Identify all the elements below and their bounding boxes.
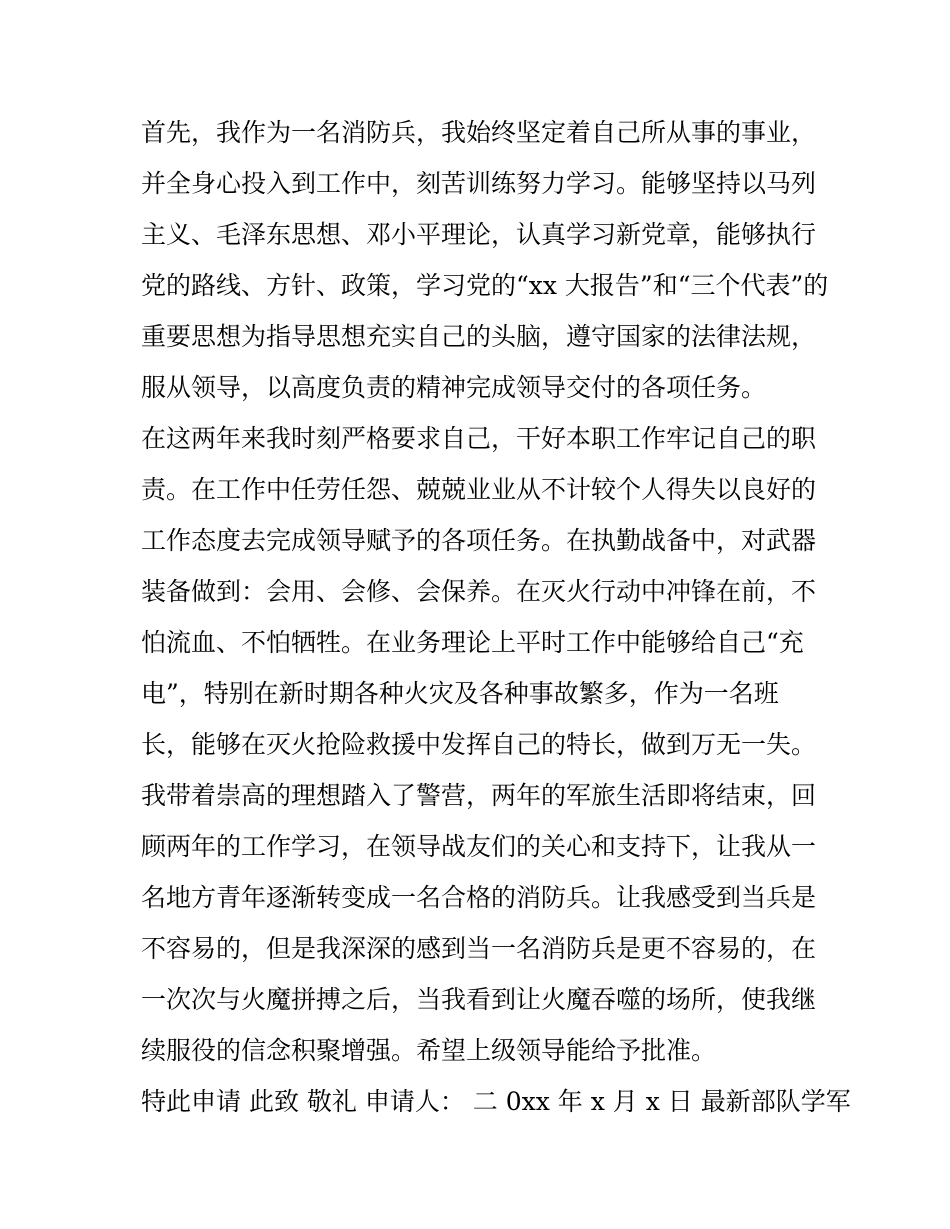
text-line: 并全身心投入到工作中，刻苦训练努力学习。能够坚持以马列	[141, 169, 817, 198]
text-line: 一次次与火魔拼搏之后，当我看到让火魔吞噬的场所，使我继	[141, 985, 817, 1014]
text-line: 电”，特别在新时期各种火灾及各种事故繁多，作为一名班	[141, 679, 779, 708]
text-line: 责。在工作中任劳任怨、兢兢业业从不计较个人得失以良好的	[141, 475, 817, 504]
text-line: 主义、毛泽东思想、邓小平理论，认真学习新党章，能够执行	[141, 220, 817, 249]
text-line: 党的路线、方针、政策，学习党的“xx 大报告”和“三个代表”的	[141, 271, 829, 300]
text-line: 名地方青年逐渐转变成一名合格的消防兵。让我感受到当兵是	[141, 883, 817, 912]
text-line: 服从领导，以高度负责的精神完成领导交付的各项任务。	[141, 373, 767, 402]
text-line: 装备做到：会用、会修、会保养。在灭火行动中冲锋在前，不	[141, 577, 817, 606]
text-line: 首先，我作为一名消防兵，我始终坚定着自己所从事的事业，	[141, 118, 817, 147]
text-line: 重要思想为指导思想充实自己的头脑，遵守国家的法律法规，	[141, 322, 817, 351]
text-line: 长，能够在灭火抢险救援中发挥自己的特长，做到万无一失。	[141, 730, 817, 759]
text-line: 工作态度去完成领导赋予的各项任务。在执勤战备中，对武器	[141, 526, 817, 555]
text-line: 怕流血、不怕牺牲。在业务理论上平时工作中能够给自己“充	[141, 628, 804, 657]
text-line: 不容易的，但是我深深的感到当一名消防兵是更不容易的，在	[141, 934, 817, 963]
text-line: 我带着崇高的理想踏入了警营，两年的军旅生活即将结束，回	[141, 781, 817, 810]
text-line: 续服役的信念积聚增强。希望上级领导能给予批准。	[141, 1036, 717, 1065]
document-body	[141, 107, 851, 1127]
text-line: 特此申请 此致 敬礼 申请人： 二 0xx 年 x 月 x 日 最新部队学军	[141, 1087, 851, 1116]
text-line: 在这两年来我时刻严格要求自己，干好本职工作牢记自己的职	[141, 424, 817, 453]
text-line: 顾两年的工作学习，在领导战友们的关心和支持下，让我从一	[141, 832, 817, 861]
